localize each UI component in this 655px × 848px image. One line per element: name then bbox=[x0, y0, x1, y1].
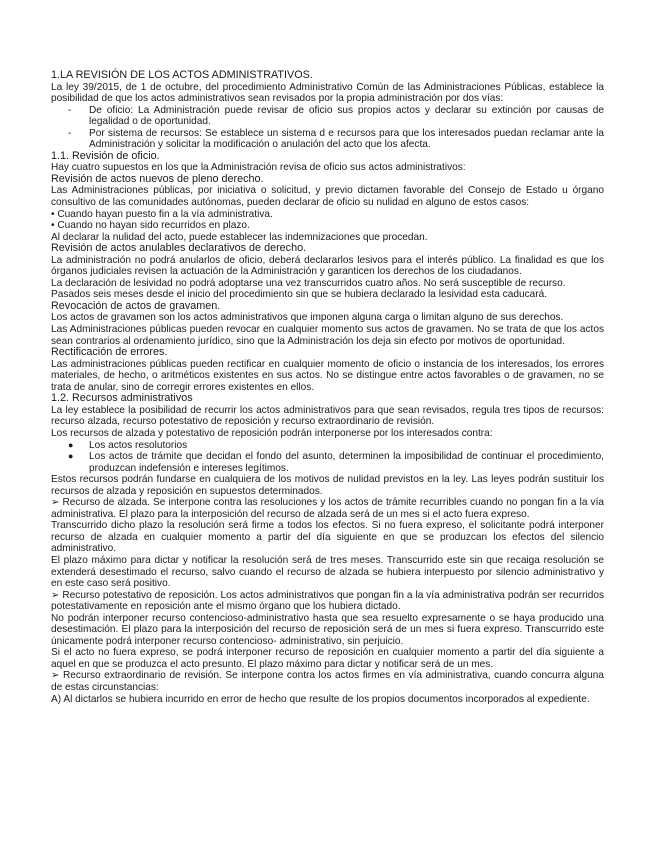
paragraph: Hay cuatro supuestos en los que la Administración revisa de oficio sus actos administrativos: bbox=[51, 162, 466, 174]
paragraph: La ley establece la posibilidad de recurrir los actos administrativos para que sean revisados, regula tres tipos de recursos: recurso alzada, recurso potestativo de reposición y recurso extraordinario de revisión. bbox=[51, 404, 604, 428]
section-heading-revision-oficio: 1.1. Revisión de oficio. bbox=[51, 149, 160, 162]
paragraph-recurso-extraordinario: ➢ Recurso extraordinario de revisión. Se interpone contra los actos firmes en vía administrativa, cuando concurra alguna de estas circunstancias: bbox=[51, 670, 604, 693]
subheading-rectificacion: Rectificación de errores. bbox=[51, 346, 168, 359]
paragraph: Los recursos de alzada y potestativo de reposición podrán interponerse por los interesados contra: bbox=[51, 427, 493, 439]
case-item: • Cuando no hayan sido recurridos en plazo. bbox=[51, 220, 250, 232]
paragraph: Las administraciones públicas pueden rectificar en cualquier momento de oficio o instancia de los interesados, los errores materiales, de hecho, o aritméticos existentes en sus actos. No se distingue entre actos favorables o de gravamen, no se trata de anular, sino de corregir errores existentes en ellos. bbox=[51, 358, 604, 393]
bullet-marker: ● bbox=[68, 439, 74, 450]
paragraph: Pasados seis meses desde el inicio del procedimiento sin que se hubiera declarado la lesividad esta caducará. bbox=[51, 289, 548, 301]
section-heading-recursos: 1.2. Recursos administrativos bbox=[51, 392, 193, 405]
paragraph: La declaración de lesividad no podrá adoptarse una vez transcurridos cuatro años. No será susceptible de recurso. bbox=[51, 277, 566, 289]
paragraph: La administración no podrá anularlos de oficio, deberá declararlos lesivos para el interés público. La finalidad es que los órganos judiciales revisen la actuación de la Administración y garanticen los derechos de los ciudadanos. bbox=[51, 254, 604, 278]
case-item: • Cuando hayan puesto fin a la vía administrativa. bbox=[51, 208, 273, 220]
paragraph: A) Al dictarlos se hubiera incurrido en error de hecho que resulte de los propios documentos incorporados al expediente. bbox=[51, 693, 590, 705]
paragraph: Al declarar la nulidad del acto, puede establecer las indemnizaciones que procedan. bbox=[51, 231, 428, 243]
paragraph: Las Administraciones públicas pueden revocar en cualquier momento sus actos de gravamen. No se trata de que los actos sean contrarios al ordenamiento jurídico, sino que la Administración los deja sin efecto por motivos de oportunidad. bbox=[51, 324, 604, 347]
list-item: - De oficio: La Administración puede revisar de oficio sus propios actos y declarar su extinción por causas de legalidad o de oportunidad. bbox=[68, 104, 604, 128]
intro-paragraph: La ley 39/2015, de 1 de octubre, del procedimiento Administrativo Común de las Administraciones Públicas, establece la posibilidad de que los actos administrativos sean revisados por la propia administración por dos vías: bbox=[51, 81, 604, 105]
paragraph: Las Administraciones públicas, por iniciativa o solicitud, y previo dictamen favorable del Consejo de Estado u órgano consultivo de las comunidades autónomas, pueden declarar de oficio su nulidad en alguno de estos casos: bbox=[51, 185, 604, 209]
list-item: ● Los actos de trámite que decidan el fondo del asunto, determinen la imposibilidad de continuar el procedimiento, produzcan indefensión e intereses legítimos. bbox=[68, 451, 604, 474]
paragraph: El plazo máximo para dictar y notificar la resolución será de tres meses. Transcurrido este sin que recaiga resolución se extenderá desestimado el recurso, salvo cuando el recurso de alzada se hubiera interpuesto por silencio administrativo y en este caso será positivo. bbox=[51, 554, 604, 590]
dash-marker: - bbox=[68, 127, 72, 139]
paragraph: Transcurrido dicho plazo la resolución será firme a todos los efectos. Si no fuera expreso, el solicitante podrá interponer recurso de alzada en cualquier momento a partir del día siguiente en que se produzcan los efectos del silencio administrativo. bbox=[51, 520, 604, 555]
bullet-marker: ● bbox=[68, 451, 74, 462]
paragraph: No podrán interponer recurso contencioso-administrativo hasta que sea resuelto expresamente o se haya producido una desestimación. El plazo para la interposición del recurso de reposición será de un mes si fuera expreso. Transcurrido este únicamente podrá interponer recurso contencioso- administrativo, sin perjuicio. bbox=[51, 612, 604, 647]
paragraph: Estos recursos podrán fundarse en cualquiera de los motivos de nulidad previstos en la ley. Las leyes podrán sustituir los recursos de alzada y reposición en supuestos determinados. bbox=[51, 474, 604, 497]
subheading-actos-nuevos: Revisión de actos nuevos de pleno derecho. bbox=[51, 172, 264, 185]
contra-list bbox=[51, 440, 604, 475]
dash-marker: - bbox=[68, 104, 72, 116]
list-item: ● Los actos resolutorios bbox=[68, 439, 188, 451]
paragraph: Si el acto no fuera expreso, se podrá interponer recurso de reposición en cualquier momento a partir del día siguiente a aquel en que se produzca el acto presunto. El plazo máximo para dictar y notificar será de un mes. bbox=[51, 647, 604, 670]
paragraph-recurso-reposicion: ➢ Recurso potestativo de reposición. Los actos administrativos que pongan fin a la vía administrativa podrán ser recurridos potestativamente en reposición ante el mismo órgano que los hubiera dictado. bbox=[51, 589, 604, 613]
paragraph-recurso-alzada: ➢ Recurso de alzada. Se interpone contra las resoluciones y los actos de trámite recurribles cuando no pongan fin a la vía administrativa. El plazo para la interposición del recurso de alzada será de un mes si el acto fuera expreso. bbox=[51, 497, 604, 520]
subheading-revocacion: Revocación de actos de gravamen. bbox=[51, 299, 221, 312]
vias-list bbox=[51, 105, 604, 151]
document-title: 1.LA REVISIÓN DE LOS ACTOS ADMINISTRATIVOS. bbox=[51, 69, 313, 81]
list-item: - Por sistema de recursos: Se establece un sistema d e recursos para que los interesados puedan reclamar ante la Administración y solicitar la modificación o anulación del acto que los afecta. bbox=[68, 127, 604, 151]
document-page bbox=[51, 70, 604, 705]
subheading-actos-anulables: Revisión de actos anulables declarativos de derecho. bbox=[51, 242, 307, 255]
paragraph: Los actos de gravamen son los actos administrativos que imponen alguna carga o limitan alguno de sus derechos. bbox=[51, 312, 564, 324]
